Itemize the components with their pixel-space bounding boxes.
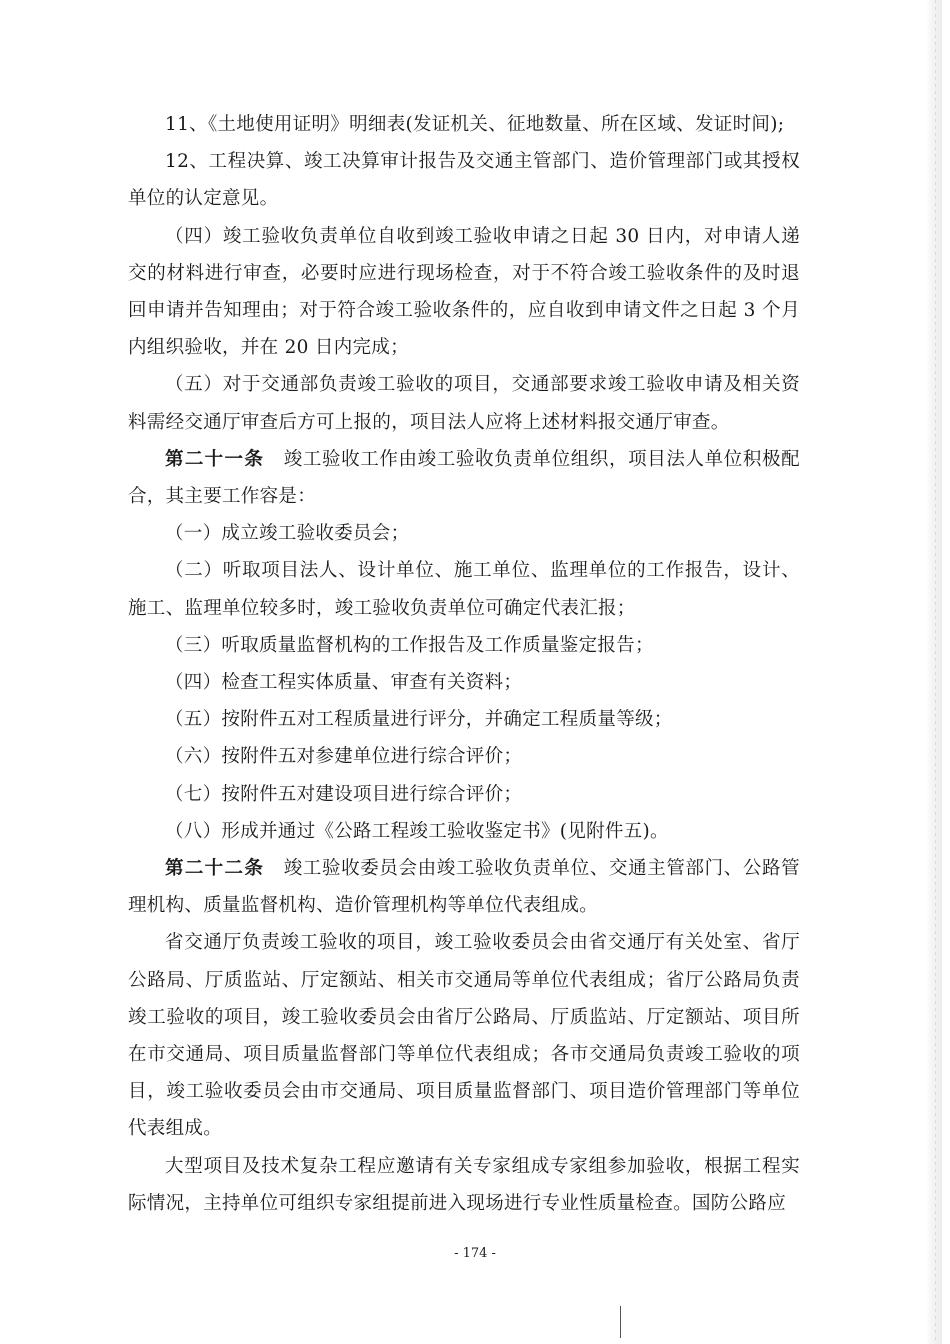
paragraph-text: （六）按附件五对参建单位进行综合评价； [165,746,523,768]
paragraph [128,776,800,813]
article-heading: 第二十一条 [165,448,265,470]
paragraph-text: 竣工验收工作由竣工验收负责单位组织，项目法人单位积极配合，其主要工作容是： [128,448,800,508]
paragraph-text: 竣工验收委员会由竣工验收负责单位、交通主管部门、公路管理机构、质量监督机构、造价管理机构等单位代表组成。 [128,858,800,917]
paragraph [128,664,800,701]
paragraph-text: （五）按附件五对工程质量进行评分，并确定工程质量等级； [165,709,673,731]
paragraph [128,1148,800,1222]
article-paragraph [128,850,800,924]
paragraph-text: （二）听取项目法人、设计单位、施工单位、监理单位的工作报告，设计、施工、监理单位较多时，竣工验收负责单位可确定代表汇报； [128,560,800,619]
paragraph [128,106,800,143]
paragraph [128,218,800,367]
paragraph [128,738,800,775]
paragraph-text: （四）检查工程实体质量、审查有关资料； [165,672,523,694]
paragraph-text: 省交通厅负责竣工验收的项目，竣工验收委员会由省交通厅有关处室、省厅公路局、厅质监站、厅定额站、相关市交通局等单位代表组成；省厅公路局负责竣工验收的项目，竣工验收委员会由省厅公路局、厅质监站、厅定额站、项目所在市交通局、项目质量监督部门等单位代表组成；各市交通局负责竣工验收的项目，竣工验收委员会由市交通局、项目质量监督部门、项目造价管理部门等单位代表组成。 [128,932,800,1140]
scan-edge-shadow [926,0,942,1344]
paragraph [128,515,800,552]
scan-mark [620,1306,621,1338]
paragraph-text: 11、《土地使用证明》明细表(发证机关、征地数量、所在区域、发证时间); [165,114,785,135]
paragraph [128,366,800,440]
article-heading: 第二十二条 [165,858,265,880]
paragraph [128,143,800,217]
page-number: - 174 - [454,1246,496,1261]
paragraph [128,701,800,738]
paragraph [128,552,800,626]
paragraph-text: 12、工程决算、竣工决算审计报告及交通主管部门、造价管理部门或其授权单位的认定意见。 [128,151,800,210]
paragraph-text: （五）对于交通部负责竣工验收的项目，交通部要求竣工验收申请及相关资料需经交通厅审查后方可上报的，项目法人应将上述材料报交通厅审查。 [128,374,800,433]
paragraph-text: （八）形成并通过《公路工程竣工验收鉴定书》(见附件五)。 [165,820,669,842]
paragraph [128,627,800,664]
paragraph-text: （一）成立竣工验收委员会； [165,523,410,545]
body-text [128,106,800,1222]
article-paragraph [128,441,800,515]
paragraph [128,813,800,850]
paragraph-text: （七）按附件五对建设项目进行综合评价； [165,783,523,805]
paragraph-text: （三）听取质量监督机构的工作报告及工作质量鉴定报告； [165,634,654,656]
paragraph [128,924,800,1147]
paragraph-text: （四）竣工验收负责单位自收到竣工验收申请之日起 30 日内，对申请人递交的材料进行审查，必要时应进行现场检查，对于不符合竣工验收条件的及时退回申请并告知理由；对于符合竣工验收条件的，应自收到申请文件之日起 3 个月内组织验收，并在 20 日内完成； [128,225,800,359]
paragraph-text: 大型项目及技术复杂工程应邀请有关专家组成专家组参加验收，根据工程实际情况，主持单位可组织专家组提前进入现场进行专业性质量检查。国防公路应 [128,1155,800,1214]
